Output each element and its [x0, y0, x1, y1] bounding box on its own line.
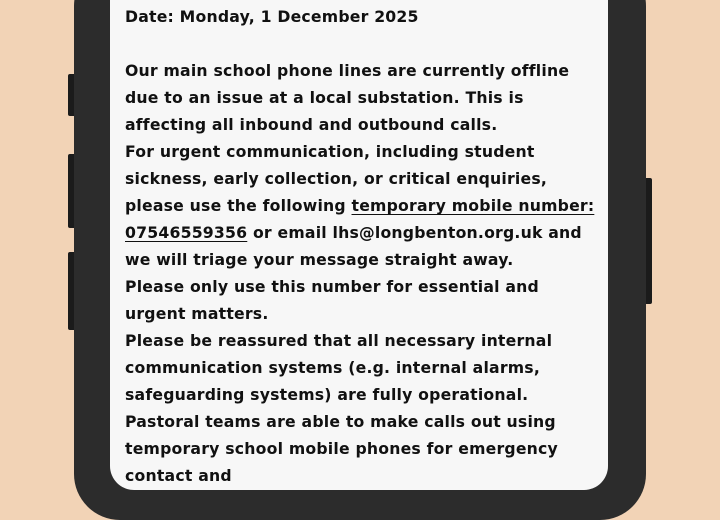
- phone-screen: [110, 0, 608, 490]
- urgent-contact-text: For urgent communication, including student sickness, early collection, or critical enquiries, please use the following: [125, 142, 548, 215]
- temporary-number-link[interactable]: temporary mobile number: 07546559356: [125, 196, 595, 242]
- paragraph-gap: [125, 30, 595, 57]
- notice-paragraph-outage: Our main school phone lines are currently offline due to an issue at a local substation. This is affecting all inbound and outbound calls.: [125, 61, 570, 134]
- notice-paragraph-essential-only: Please only use this number for essential and urgent matters.: [125, 277, 539, 323]
- notice-paragraph-urgent-contact: [125, 138, 595, 273]
- notice-text: [125, 3, 595, 489]
- email-text: or email lhs@longbenton.org.uk and we will triage your message straight away.: [125, 223, 582, 269]
- notice-paragraph-reassurance: Please be reassured that all necessary internal communication systems (e.g. internal alarms, safeguarding systems) are fully operational. Pastoral teams are able to make calls out using temporary school mobile phones for emergency contact and: [125, 331, 558, 485]
- notice-date: Date: Monday, 1 December 2025: [125, 7, 419, 26]
